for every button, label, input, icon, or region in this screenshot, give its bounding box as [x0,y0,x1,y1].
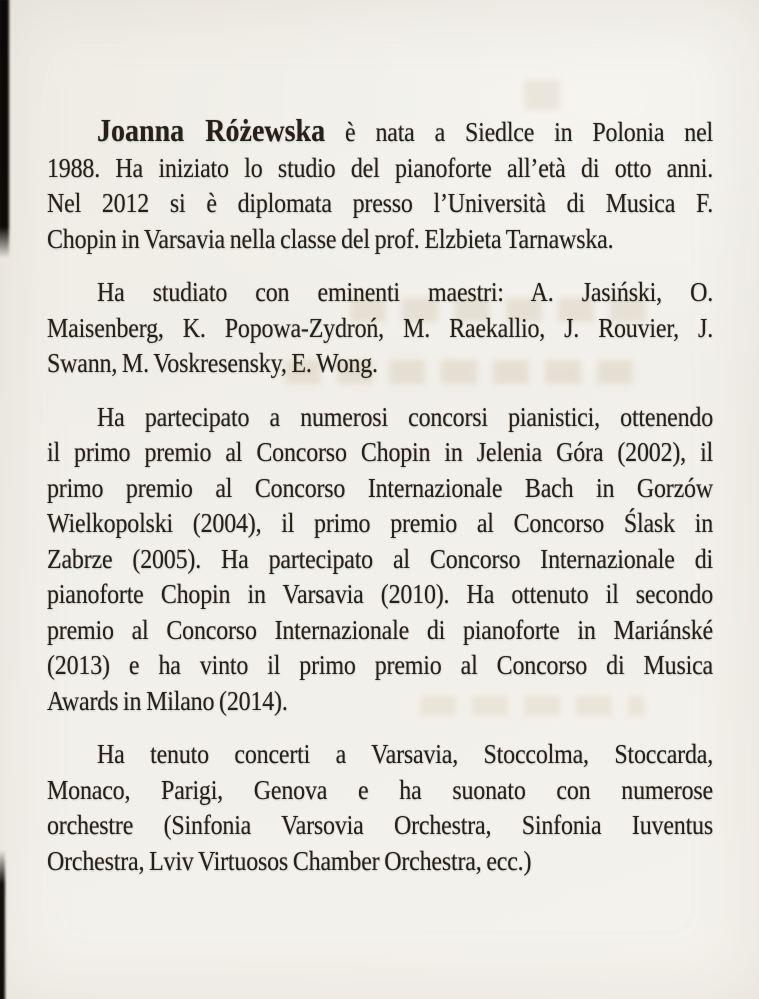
text-line: Ha tenuto concerti a Varsavia, Stoccolma, Stoccarda, [97,739,713,770]
text-line: Monaco, Parigi, Genova e ha suonato con numerose [47,775,713,806]
text-line: 1988. Ha iniziato lo studio del pianoforte all’età di otto anni. [47,153,713,184]
text-line: orchestre (Sinfonia Varsovia Orchestra, Sinfonia Iuventus [47,810,713,841]
artist-name: Joanna Różewska [97,113,326,150]
text-line-rest: è nata a Siedlce in Polonia nel [325,118,714,148]
paragraph-birth-education [47,114,713,258]
text-line: il primo premio al Concorso Chopin in Jelenia Góra (2002), il [47,437,713,468]
scan-gutter-shadow-top [0,0,9,258]
text-line: Zabrze (2005). Ha partecipato al Concorso Internazionale di [47,544,713,575]
biography-text [47,114,713,880]
scan-gutter-shadow-bottom [0,850,5,999]
text-line [47,111,713,154]
text-line: Ha partecipato a numerosi concorsi pianistici, ottenendo [97,402,713,433]
text-line: Maisenberg, K. Popowa-Zydroń, M. Raekallio, J. Rouvier, J. [47,313,713,344]
text-line: premio al Concorso Internazionale di pianoforte in Mariánské [47,615,713,646]
paragraph-competitions [47,401,713,721]
text-line: primo premio al Concorso Internazionale Bach in Gorzów [47,473,713,504]
text-line: Orchestra, Lviv Virtuosos Chamber Orchestra, ecc.) [47,846,532,877]
text-line: Swann, M. Voskresensky, E. Wong. [47,348,378,379]
show-through-ghost [524,80,572,110]
text-line: Chopin in Varsavia nella classe del prof. Elzbieta Tarnawska. [47,224,614,255]
text-line: Nel 2012 si è diplomata presso l’Università di Musica F. [47,188,713,219]
paragraph-teachers [47,276,713,383]
text-line: Wielkopolski (2004), il primo premio al Concorso Ślask in [47,508,713,539]
text-line: (2013) e ha vinto il primo premio al Concorso di Musica [47,650,713,681]
text-line: pianoforte Chopin in Varsavia (2010). Ha ottenuto il secondo [47,579,713,610]
paragraph-concerts [47,738,713,880]
text-line: Ha studiato con eminenti maestri: A. Jasiński, O. [97,277,713,308]
text-line: Awards in Milano (2014). [47,686,288,717]
